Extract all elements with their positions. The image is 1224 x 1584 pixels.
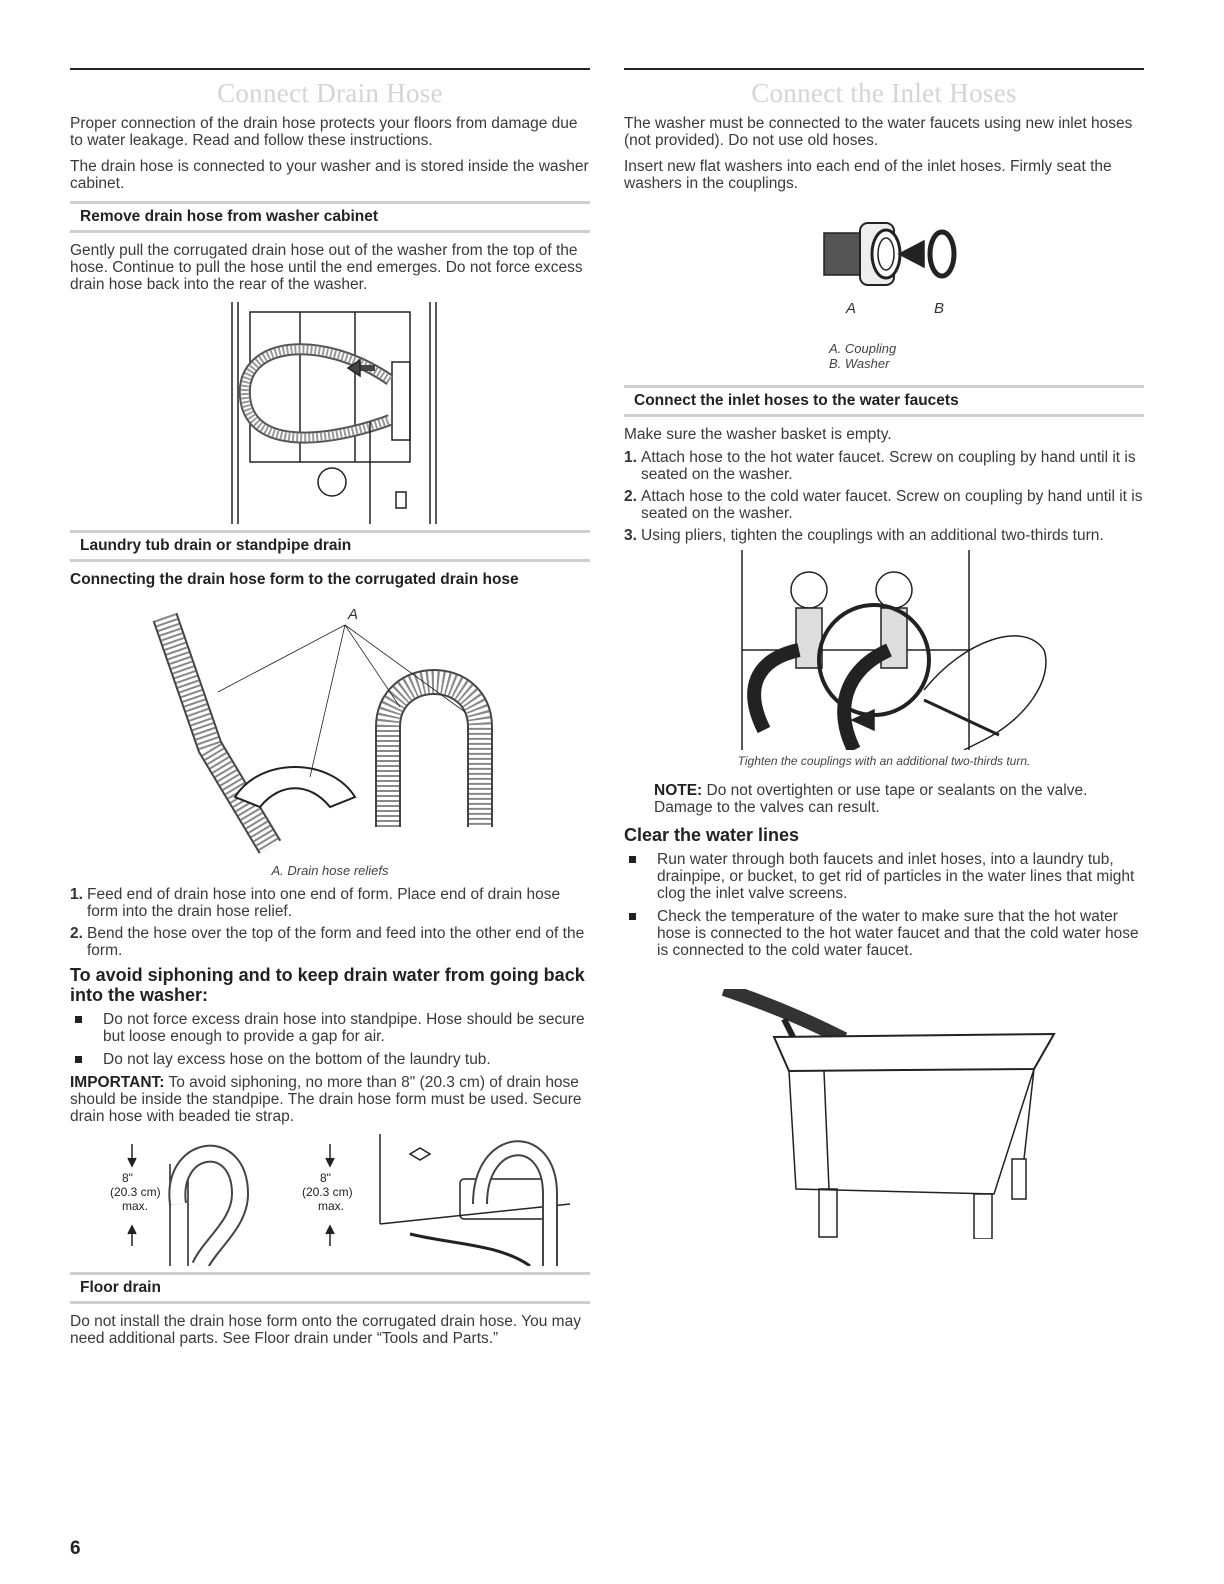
drain-hose-form-illustration <box>70 597 590 859</box>
laundry-tub-illustration <box>624 989 1144 1239</box>
measure-inches: 8" <box>122 1171 133 1185</box>
faucet-tightening-illustration <box>624 550 1144 750</box>
subsection-heading: Connect the inlet hoses to the water faucets <box>624 385 1144 417</box>
measure-max: max. <box>122 1199 149 1213</box>
note: NOTE: Do not overtighten or use tape or sealants on the valve. Damage to the valves can result. <box>654 782 1088 816</box>
figure-caption: A. Drain hose reliefs <box>271 863 389 878</box>
clear-lines-bullets <box>624 851 1144 959</box>
paragraph: The drain hose is connected to your washer and is stored inside the washer cabinet. <box>70 158 589 192</box>
measure-max: max. <box>318 1199 345 1213</box>
figure-caption: B. Washer <box>829 356 890 371</box>
left-column <box>70 68 590 1356</box>
subsection-heading: Remove drain hose from washer cabinet <box>70 201 590 233</box>
bullet-icon <box>75 1016 82 1023</box>
bullet-icon <box>75 1056 82 1063</box>
fig-label-b: B <box>934 300 945 317</box>
paragraph: The washer must be connected to the water faucets using new inlet hoses (not provided). Do not use old hoses. <box>624 115 1133 149</box>
bullet-icon <box>629 913 636 920</box>
measure-cm: (20.3 cm) <box>110 1185 161 1199</box>
siphon-heading: To avoid siphoning and to keep drain water from going back into the washer: <box>70 965 585 1005</box>
list-item: 3. Using pliers, tighten the couplings with an additional two-thirds turn. <box>624 527 1104 544</box>
fig-label-a: A <box>348 606 359 623</box>
figure-caption: Tighten the couplings with an additional two-thirds turn. <box>737 754 1031 768</box>
section-title: Connect the Inlet Hoses <box>751 78 1017 108</box>
list-item: 1. Attach hose to the hot water faucet. Screw on coupling by hand until it is seated on the washer. <box>624 449 1136 483</box>
subsection-heading: Laundry tub drain or standpipe drain <box>70 530 590 562</box>
drain-steps-list <box>70 886 590 959</box>
drain-hose-removal-illustration <box>70 302 590 524</box>
list-item: Do not lay excess hose on the bottom of the laundry tub. <box>70 1051 590 1068</box>
page-number: 6 <box>70 1538 81 1559</box>
standpipe-illustration <box>70 1134 590 1266</box>
right-column <box>624 68 1144 1239</box>
connecting-heading: Connecting the drain hose form to the corrugated drain hose <box>70 571 519 588</box>
clear-lines-heading: Clear the water lines <box>624 825 800 845</box>
coupling-washer-illustration <box>624 201 1144 341</box>
section-title: Connect Drain Hose <box>217 78 443 108</box>
list-item: Do not force excess drain hose into standpipe. Hose should be secure but loose enough to provide a gap for air. <box>70 1011 590 1045</box>
measure-inches: 8" <box>320 1171 331 1185</box>
paragraph: Gently pull the corrugated drain hose out of the washer from the top of the hose. Continue to pull the hose until the end emerges. Do not force excess drain hose back into the rear of the washer. <box>70 242 583 293</box>
subsection-heading: Floor drain <box>70 1272 590 1304</box>
paragraph: Make sure the washer basket is empty. <box>624 426 892 443</box>
paragraph: Do not install the drain hose form onto the corrugated drain hose. You may need additional parts. See Floor drain under “Tools and Parts.” <box>70 1313 581 1347</box>
important-note: IMPORTANT: To avoid siphoning, no more than 8" (20.3 cm) of drain hose should be inside the standpipe. The drain hose form must be used. Secure drain hose with beaded tie strap. <box>70 1074 582 1125</box>
fig-label-a: A <box>846 300 857 317</box>
paragraph: Insert new flat washers into each end of the inlet hoses. Firmly seat the washers in the couplings. <box>624 158 1112 192</box>
list-item: Check the temperature of the water to make sure that the hot water hose is connected to the hot water faucet and that the cold water hose is connected to the cold water faucet. <box>624 908 1144 959</box>
list-item: 1. Feed end of drain hose into one end of form. Place end of drain hose form into the drain hose relief. <box>70 886 561 920</box>
section-rule <box>624 68 1144 70</box>
bullet-icon <box>629 856 636 863</box>
figure-caption: A. Coupling <box>829 341 897 356</box>
list-item: Run water through both faucets and inlet hoses, into a laundry tub, drainpipe, or bucket, to get rid of particles in the water lines that might clog the inlet valve screens. <box>624 851 1144 902</box>
section-rule <box>70 68 590 70</box>
list-item: 2. Attach hose to the cold water faucet. Screw on coupling by hand until it is seated on the washer. <box>624 488 1143 522</box>
siphon-bullets <box>70 1011 590 1068</box>
measure-cm: (20.3 cm) <box>302 1185 353 1199</box>
list-item: 2. Bend the hose over the top of the form and feed into the other end of the form. <box>70 925 585 959</box>
paragraph: Proper connection of the drain hose protects your floors from damage due to water leakage. Read and follow these instructions. <box>70 115 578 149</box>
faucet-steps-list <box>624 449 1144 544</box>
